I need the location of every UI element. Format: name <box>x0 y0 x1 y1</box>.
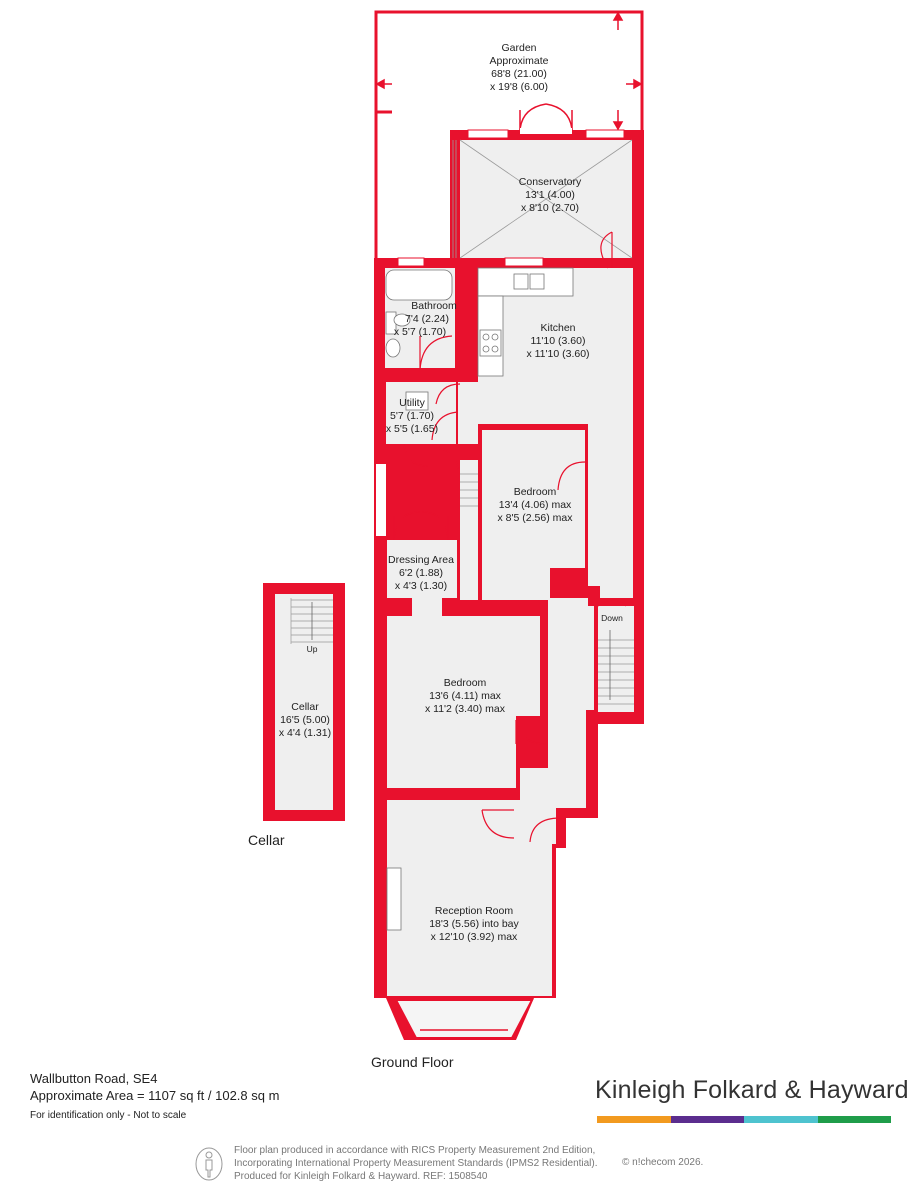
kitchen-window <box>505 258 543 266</box>
svg-text:x 11'10 (3.60): x 11'10 (3.60) <box>526 348 590 360</box>
footer-line-2: Incorporating International Property Measurement Standards (IPMS2 Residential). <box>234 1158 598 1169</box>
person-scale-icon <box>194 1146 224 1182</box>
garden-label <box>490 42 549 93</box>
svg-text:13'1 (4.00): 13'1 (4.00) <box>525 189 575 201</box>
brand-bar-orange <box>597 1116 671 1123</box>
reception-label <box>429 905 519 943</box>
svg-text:Utility: Utility <box>399 397 425 409</box>
svg-text:x 4'4 (1.31): x 4'4 (1.31) <box>278 727 332 739</box>
svg-text:Bathroom: Bathroom <box>411 300 457 312</box>
brand-bar-green <box>818 1116 892 1123</box>
conservatory-label <box>519 176 582 214</box>
svg-text:11'10 (3.60): 11'10 (3.60) <box>530 335 586 347</box>
svg-text:Cellar: Cellar <box>291 701 319 713</box>
svg-text:13'4 (4.06) max: 13'4 (4.06) max <box>498 499 572 511</box>
svg-text:x 5'5 (1.65): x 5'5 (1.65) <box>385 423 439 435</box>
svg-text:x 8'10 (2.70): x 8'10 (2.70) <box>520 202 580 214</box>
svg-text:x 19'8 (6.00): x 19'8 (6.00) <box>489 81 549 93</box>
brand-logo: Kinleigh Folkard & Hayward <box>595 1076 909 1104</box>
ground-floor-label: Ground Floor <box>371 1054 454 1070</box>
property-note: For identification only - Not to scale <box>30 1110 187 1121</box>
property-address: Wallbutton Road, SE4 <box>30 1071 158 1086</box>
brand-bar-purple <box>671 1116 745 1123</box>
svg-text:x 11'2 (3.40) max: x 11'2 (3.40) max <box>424 703 506 715</box>
stairs-up-label: Up <box>306 644 318 654</box>
footer-line-3: Produced for Kinleigh Folkard & Hayward. REF: 1508540 <box>234 1171 488 1182</box>
property-info <box>30 1070 279 1124</box>
bathroom-window <box>398 258 424 266</box>
svg-text:5'7 (1.70): 5'7 (1.70) <box>389 410 435 422</box>
footer-line-1: Floor plan produced in accordance with RICS Property Measurement 2nd Edition, <box>234 1145 596 1156</box>
svg-text:Conservatory: Conservatory <box>518 176 582 188</box>
fireplace <box>387 868 401 930</box>
svg-text:18'3 (5.56) into bay: 18'3 (5.56) into bay <box>429 918 519 930</box>
reception-floor <box>387 800 552 996</box>
svg-text:Dressing Area: Dressing Area <box>388 554 454 566</box>
open-void <box>376 464 386 536</box>
dressing-doorway <box>412 598 442 616</box>
copyright-text: © n!checom 2026. <box>622 1157 704 1168</box>
svg-text:13'6 (4.11) max: 13'6 (4.11) max <box>429 690 501 702</box>
bay-window <box>396 1000 532 1038</box>
svg-text:68'8 (21.00): 68'8 (21.00) <box>491 68 547 80</box>
hall-landing-floor <box>460 460 478 600</box>
svg-text:Garden: Garden <box>501 42 537 54</box>
svg-text:6'2 (1.88): 6'2 (1.88) <box>398 567 444 579</box>
stairs-down-label: Down <box>601 613 623 623</box>
svg-text:Kitchen: Kitchen <box>540 322 576 334</box>
cellar-floor-label: Cellar <box>248 832 285 848</box>
brand-bar-cyan <box>744 1116 818 1123</box>
french-doors <box>520 104 572 130</box>
brand-color-bar <box>597 1116 891 1123</box>
svg-text:7'4 (2.24): 7'4 (2.24) <box>404 313 450 325</box>
svg-text:x 12'10 (3.92) max: x 12'10 (3.92) max <box>430 931 518 943</box>
svg-text:x 4'3 (1.30): x 4'3 (1.30) <box>394 580 448 592</box>
corridor-floor <box>458 382 478 444</box>
svg-text:Bedroom: Bedroom <box>443 677 487 689</box>
svg-text:16'5 (5.00): 16'5 (5.00) <box>280 714 330 726</box>
footer-text <box>234 1144 598 1183</box>
svg-text:x 5'7 (1.70): x 5'7 (1.70) <box>393 326 447 338</box>
svg-text:Reception Room: Reception Room <box>434 905 514 917</box>
property-area: Approximate Area = 1107 sq ft / 102.8 sq m <box>30 1088 280 1103</box>
hall-doorway <box>548 598 588 608</box>
svg-text:Approximate: Approximate <box>489 55 549 67</box>
svg-text:x 8'5 (2.56) max: x 8'5 (2.56) max <box>497 512 573 524</box>
svg-text:Bedroom: Bedroom <box>513 486 557 498</box>
